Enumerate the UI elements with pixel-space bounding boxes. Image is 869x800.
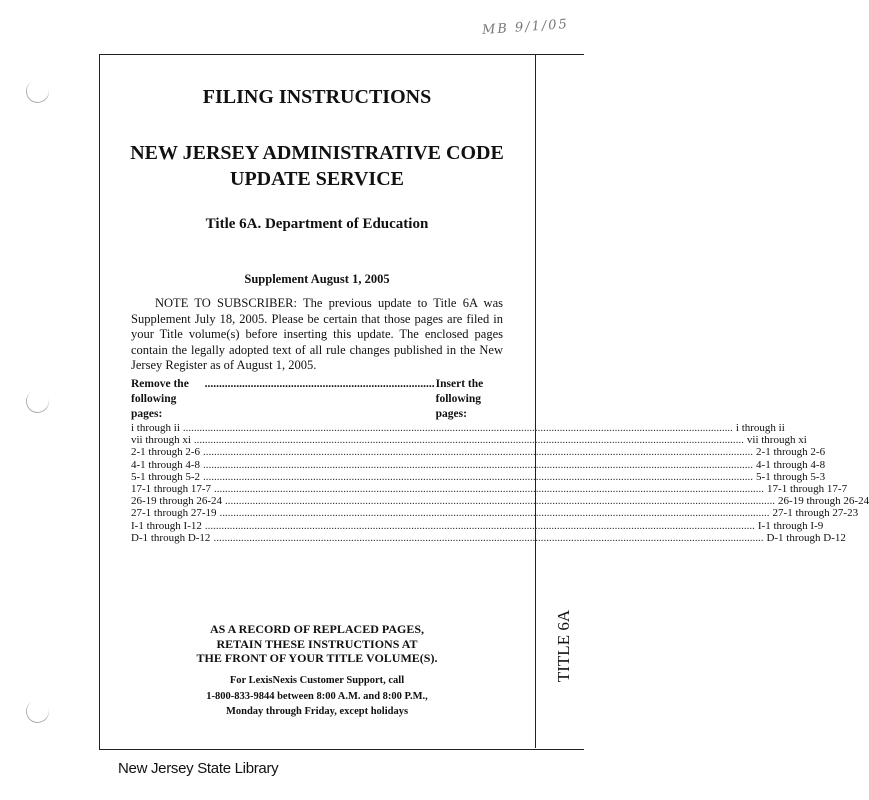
insert-pages: 17-1 through 17-7	[767, 483, 848, 496]
remove-pages: i through ii	[131, 422, 180, 434]
leader-dots: ........................................................................................................................................................................................................	[219, 507, 770, 520]
tab-divider	[535, 54, 536, 748]
leader-dots: ........................................................................................................................................................................................................	[193, 434, 744, 447]
remove-pages: 4-1 through 4-8	[131, 458, 201, 471]
remove-pages: 26-19 through 26-24	[131, 495, 223, 508]
remove-pages: D-1 through D-12	[131, 531, 211, 544]
insert-pages: 26-19 through 26-24	[778, 495, 869, 508]
record-line-1: AS A RECORD OF REPLACED PAGES,	[209, 622, 425, 636]
table-header	[131, 377, 503, 422]
title-name: Title 6A. Department of Education	[205, 216, 429, 232]
remove-header: Remove the following pages:	[131, 378, 189, 420]
table-row	[131, 458, 826, 471]
supplement-date: Supplement August 1, 2005	[244, 272, 390, 286]
table-rows	[131, 422, 869, 544]
header-leader-dots: ................................................................................	[204, 378, 435, 390]
leader-dots: ........................................................................................................................................................................................................	[214, 483, 765, 496]
table-row	[131, 495, 869, 508]
handwritten-note: MB 9/1/05	[481, 16, 570, 39]
punch-hole-mark	[23, 77, 52, 106]
insert-pages: 4-1 through 4-8	[756, 458, 826, 471]
remove-pages: 5-1 through 5-2	[131, 470, 201, 483]
table-row	[131, 519, 824, 532]
filing-title: FILING INSTRUCTIONS	[202, 86, 432, 108]
record-line-2: RETAIN THESE INSTRUCTIONS AT	[216, 636, 418, 651]
remove-pages: vii through xi	[131, 434, 191, 447]
remove-pages: 2-1 through 2-6	[131, 446, 201, 459]
leader-dots: ........................................................................................................................................................................................................	[225, 495, 776, 508]
insert-pages: I-1 through I-9	[757, 519, 824, 532]
page-replacement-table	[131, 377, 869, 544]
insert-pages: 2-1 through 2-6	[756, 446, 826, 459]
leader-dots: ........................................................................................................................................................................................................	[203, 458, 754, 471]
table-row	[131, 531, 846, 544]
table-row	[131, 470, 826, 483]
code-title	[100, 140, 534, 192]
remove-pages: 27-1 through 27-19	[131, 507, 217, 520]
support-line-1: For LexisNexis Customer Support, call	[229, 675, 405, 686]
code-title-line2: UPDATE SERVICE	[230, 168, 404, 190]
insert-pages: 27-1 through 27-23	[772, 507, 859, 520]
support-line-2: 1-800-833-9844 between 8:00 A.M. and 8:00 P.M.,	[206, 690, 428, 702]
note-to-subscriber: NOTE TO SUBSCRIBER: The previous update to Title 6A was Supplement July 18, 2005. Please be certain that those pages are filed in your Title volume(s) before inserting this update. The enclosed pages contain the legally adopted text of all rule changes published in the New Jersey Register as of August 1, 2005.	[131, 296, 503, 372]
remove-pages: 17-1 through 17-7	[131, 483, 212, 496]
insert-pages: i through ii	[735, 422, 785, 434]
punch-hole-mark	[23, 697, 52, 726]
code-title-line1: NEW JERSEY ADMINISTRATIVE CODE	[130, 142, 504, 164]
support-line-3: Monday through Friday, except holidays	[225, 706, 409, 717]
record-line-3: THE FRONT OF YOUR TITLE VOLUME(S).	[196, 651, 438, 665]
table-row	[131, 507, 859, 520]
remove-pages: I-1 through I-12	[131, 519, 202, 532]
insert-pages: vii through xi	[746, 434, 807, 447]
record-instructions	[100, 622, 534, 666]
table-row	[131, 483, 848, 496]
tab-title: TITLE 6A	[554, 609, 573, 683]
punch-hole-mark	[23, 387, 52, 416]
leader-dots: ........................................................................................................................................................................................................	[203, 470, 754, 483]
insert-pages: 5-1 through 5-3	[756, 470, 826, 483]
leader-dots: ........................................................................................................................................................................................................	[203, 446, 754, 459]
table-row	[131, 422, 785, 434]
insert-header: Insert the following pages:	[435, 378, 484, 420]
leader-dots: ........................................................................................................................................................................................................	[182, 422, 733, 434]
table-row	[131, 434, 807, 447]
library-stamp: New Jersey State Library	[118, 760, 279, 777]
leader-dots: ........................................................................................................................................................................................................	[213, 531, 764, 544]
insert-pages: D-1 through D-12	[766, 531, 846, 544]
customer-support	[100, 673, 534, 720]
table-row	[131, 446, 826, 459]
leader-dots: ........................................................................................................................................................................................................	[204, 519, 755, 532]
